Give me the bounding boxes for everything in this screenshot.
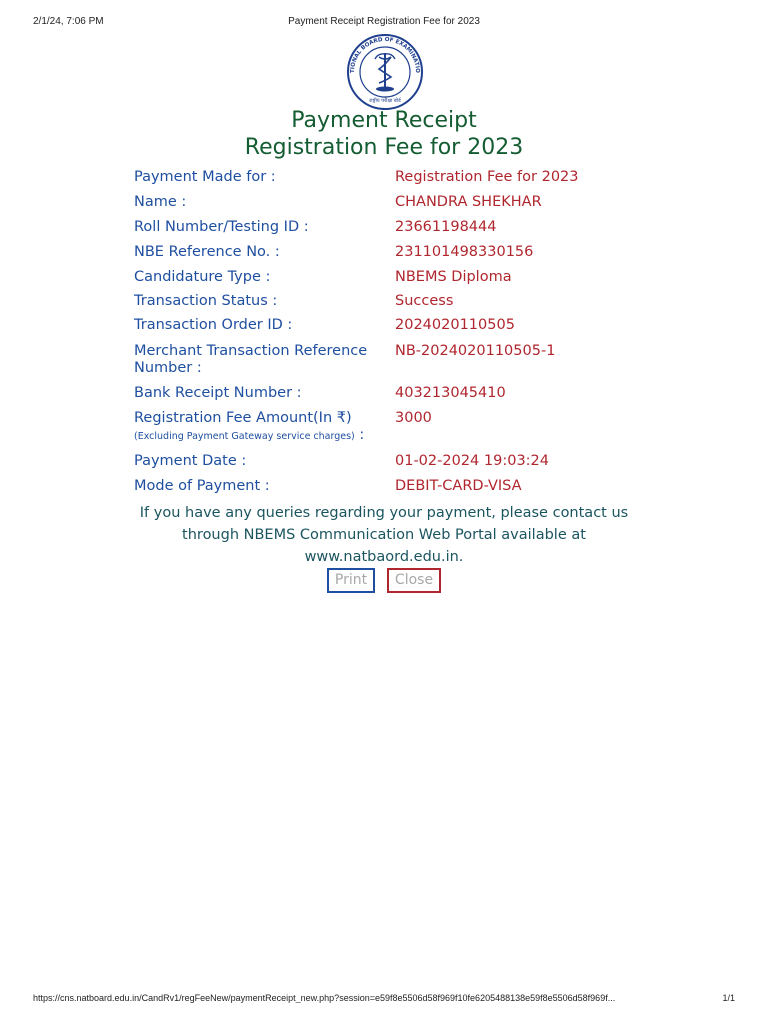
print-button[interactable]: Print — [327, 568, 375, 593]
detail-label-suffix: : — [354, 427, 365, 443]
detail-value: 2024020110505 — [395, 317, 515, 333]
detail-label: Mode of Payment : — [134, 478, 270, 494]
detail-value: 3000 — [395, 410, 432, 426]
detail-label: Transaction Status : — [134, 293, 278, 309]
detail-label: Merchant Transaction Reference Number : — [134, 343, 368, 376]
detail-label: Payment Made for : — [134, 169, 276, 185]
print-footer — [33, 993, 735, 1007]
print-document-title: Payment Receipt Registration Fee for 2023 — [288, 16, 480, 27]
contact-note-line-2: through NBEMS Communication Web Portal available at — [182, 527, 586, 543]
title-line-1: Payment Receipt — [291, 108, 477, 133]
detail-label-note: (Excluding Payment Gateway service charges) — [134, 431, 355, 442]
logo-arc-text: TIONAL BOARD OF EXAMINATIO — [349, 36, 421, 74]
detail-value: 01-02-2024 19:03:24 — [395, 453, 549, 469]
contact-note-line-3: www.natbaord.edu.in. — [304, 549, 464, 565]
detail-label: Name : — [134, 194, 187, 210]
detail-label: Transaction Order ID : — [134, 317, 293, 333]
detail-label: Payment Date : — [134, 453, 247, 469]
nbems-logo — [345, 33, 425, 111]
detail-value: 23661198444 — [395, 219, 497, 235]
detail-label: NBE Reference No. : — [134, 244, 280, 260]
print-url: https://cns.natboard.edu.in/CandRv1/regFeeNew/paymentReceipt_new.php?session=e59f8e5506d58f969f10fe6205488138e59f8e5506d58f969f... — [33, 993, 616, 1003]
contact-note — [0, 502, 768, 568]
detail-label — [134, 410, 394, 444]
print-header — [33, 16, 735, 30]
detail-value: 403213045410 — [395, 385, 506, 401]
contact-note-line-1: If you have any queries regarding your payment, please contact us — [139, 505, 629, 521]
detail-label-main: Registration Fee Amount(In ₹) — [134, 410, 352, 426]
detail-label: Bank Receipt Number : — [134, 385, 302, 401]
page-title — [0, 107, 768, 161]
detail-value: Registration Fee for 2023 — [395, 169, 579, 185]
detail-value: CHANDRA SHEKHAR — [395, 194, 542, 210]
title-line-2: Registration Fee for 2023 — [244, 135, 524, 160]
detail-value: NB-2024020110505-1 — [395, 343, 556, 359]
nbems-seal-icon — [345, 33, 425, 111]
detail-value: Success — [395, 293, 454, 309]
detail-label: Roll Number/Testing ID : — [134, 219, 309, 235]
print-page-number: 1/1 — [722, 993, 735, 1003]
detail-value: NBEMS Diploma — [395, 269, 512, 285]
detail-value: DEBIT-CARD-VISA — [395, 478, 522, 494]
close-button[interactable]: Close — [387, 568, 441, 593]
logo-motto: राष्ट्रीय परीक्षा बोर्ड — [369, 98, 401, 104]
detail-label: Candidature Type : — [134, 269, 271, 285]
detail-value: 231101498330156 — [395, 244, 534, 260]
print-timestamp: 2/1/24, 7:06 PM — [33, 16, 104, 27]
